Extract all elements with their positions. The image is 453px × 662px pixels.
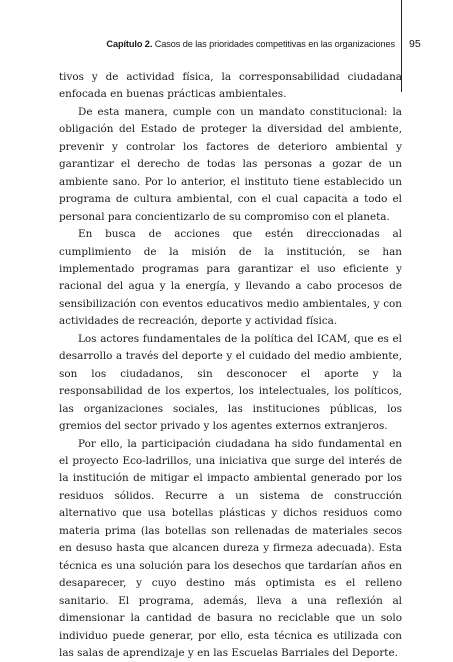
paragraph: Los actores fundamentales de la política del ICAM, que es el desarrollo a través del deporte y el cuidado del medio ambiente, son los ciudadanos, sin desconocer el aporte y la responsabilidad de los expertos, los intelectuales, los políticos, las organizaciones sociales, las instituciones públicas, los gremios del sector privado y los agentes externos extranjeros. (59, 332, 402, 433)
running-header (0, 36, 453, 56)
paragraph: Por ello, la participación ciudadana ha sido fundamental en el proyecto Eco-ladrillos, una iniciativa que surge del interés de la institución de mitigar el impacto ambiental generado por los residuos sólidos. Recurre a un sistema de construcción alternativo que usa botellas plásticas y dichos residuos como materia prima (las botellas son rellenadas de materiales secos en desuso hasta que alcancen dureza y firmeza adecuada). Esta técnica es una solución para los desechos que tardarían años en desaparecer, y cuyo destino más optimista es el relleno sanitario. El programa, además, lleva a una reflexión al dimensionar la cantidad de basura no reciclable que un solo individuo puede generar, por ello, esta técnica es utilizada con las salas de aprendizaje y en las Escuelas Barriales del Deporte. (59, 437, 402, 659)
running-header-text (106, 38, 395, 50)
page-number: 95 (409, 38, 421, 50)
paragraph: En busca de acciones que estén direccionadas al cumplimiento de la misión de la institución, se han implementado programas para garantizar el uso eficiente y racional del agua y la energía, y llevando a cabo procesos de sensibilización con eventos educativos medio ambientales, y con actividades de recreación, deporte y actividad física. (59, 228, 402, 328)
paragraph-continuation: tivos y de actividad física, la corresponsabilidad ciudadana enfocada en buenas prácticas ambientales. (59, 71, 402, 101)
chapter-label: Capítulo 2. (106, 39, 153, 49)
paragraph: De esta manera, cumple con un mandato constitucional: la obligación del Estado de proteger la diversidad del ambiente, prevenir y controlar los factores de deterioro ambiental y garantizar el derecho de todas las personas a gozar de un ambiente sano. Por lo anterior, el instituto tiene establecido un programa de cultura ambiental, con el cual capacita a todo el personal para concientizarlo de su compromiso con el planeta. (59, 105, 402, 223)
chapter-title: Casos de las prioridades competitivas en las organizaciones (154, 39, 395, 49)
body-text (59, 69, 402, 662)
